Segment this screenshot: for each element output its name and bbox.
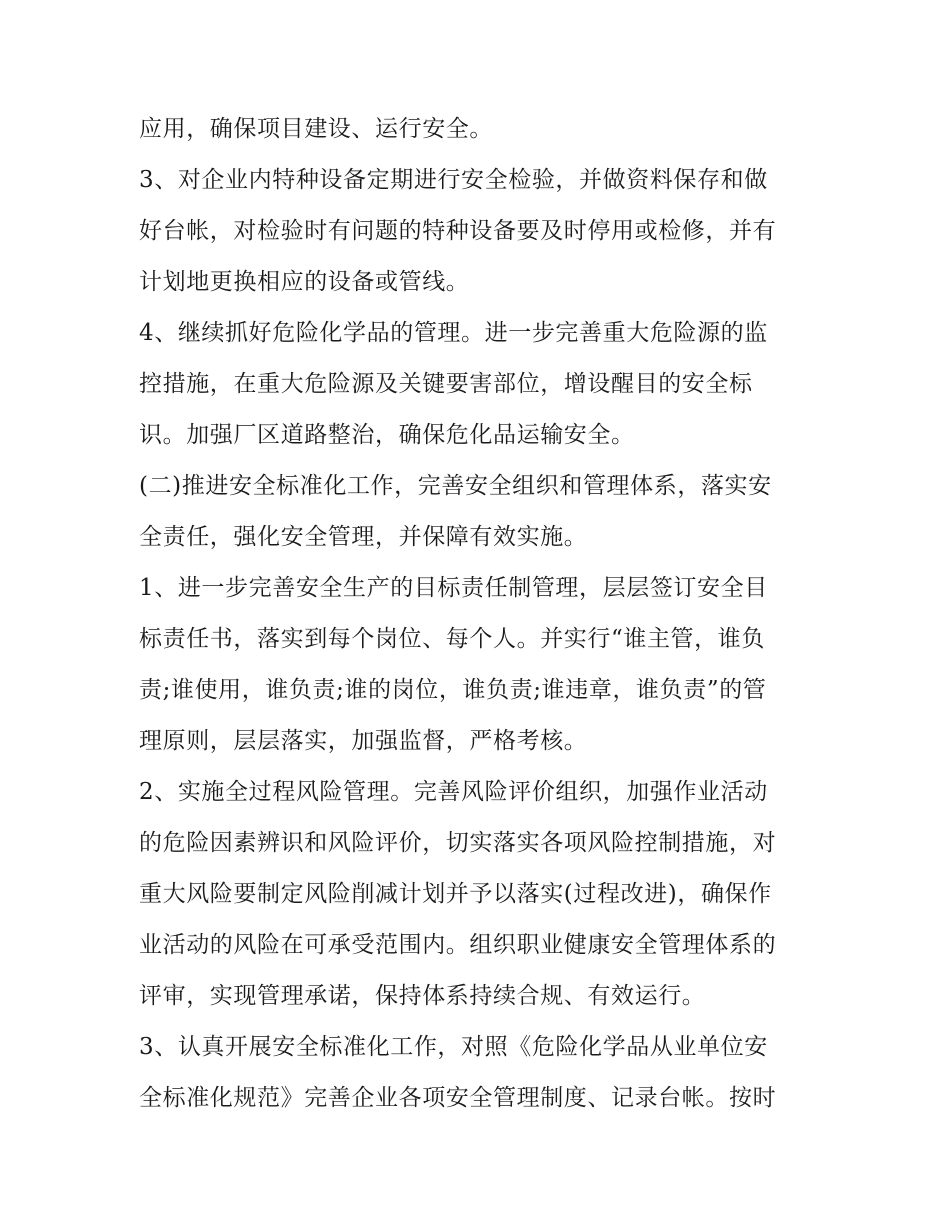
text-line: 好台帐，对检验时有问题的特种设备要及时停用或检修，并有: [139, 218, 777, 244]
text-line: 2、实施全过程风险管理。完善风险评价组织，加强作业活动: [139, 779, 768, 805]
text-line: 4、继续抓好危险化学品的管理。进一步完善重大危险源的监: [139, 320, 768, 346]
document-body: [139, 104, 811, 1124]
text-line: 标责任书，落实到每个岗位、每个人。并实行“谁主管，谁负: [139, 626, 765, 652]
text-line: 3、认真开展安全标准化工作，对照《危险化学品从业单位安: [139, 1034, 768, 1060]
text-line: 应用，确保项目建设、运行安全。: [139, 116, 493, 142]
text-line: 重大风险要制定风险削减计划并予以落实(过程改进)，确保作: [139, 881, 772, 907]
text-line: 责;谁使用，谁负责;谁的岗位，谁负责;谁违章，谁负责”的管: [139, 677, 767, 703]
text-line: 理原则，层层落实，加强监督，严格考核。: [139, 728, 588, 754]
text-line: 控措施，在重大危险源及关键要害部位，增设醒目的安全标: [139, 371, 753, 397]
text-line: 计划地更换相应的设备或管线。: [139, 269, 470, 295]
text-line: 评审，实现管理承诺，保持体系持续合规、有效运行。: [139, 983, 706, 1009]
text-line: 3、对企业内特种设备定期进行安全检验，并做资料保存和做: [139, 167, 768, 193]
text-line: 全责任，强化安全管理，并保障有效实施。: [139, 524, 588, 550]
text-line: 1、进一步完善安全生产的目标责任制管理，层层签订安全目: [139, 575, 768, 601]
text-line: 的危险因素辨识和风险评价，切实落实各项风险控制措施，对: [139, 830, 777, 856]
text-line: 业活动的风险在可承受范围内。组织职业健康安全管理体系的: [139, 932, 777, 958]
text-line: 识。加强厂区道路整治，确保危化品运输安全。: [139, 422, 635, 448]
text-line: (二)推进安全标准化工作，完善安全组织和管理体系，落实安: [139, 473, 772, 499]
text-line: 全标准化规范》完善企业各项安全管理制度、记录台帐。按时: [139, 1085, 777, 1111]
